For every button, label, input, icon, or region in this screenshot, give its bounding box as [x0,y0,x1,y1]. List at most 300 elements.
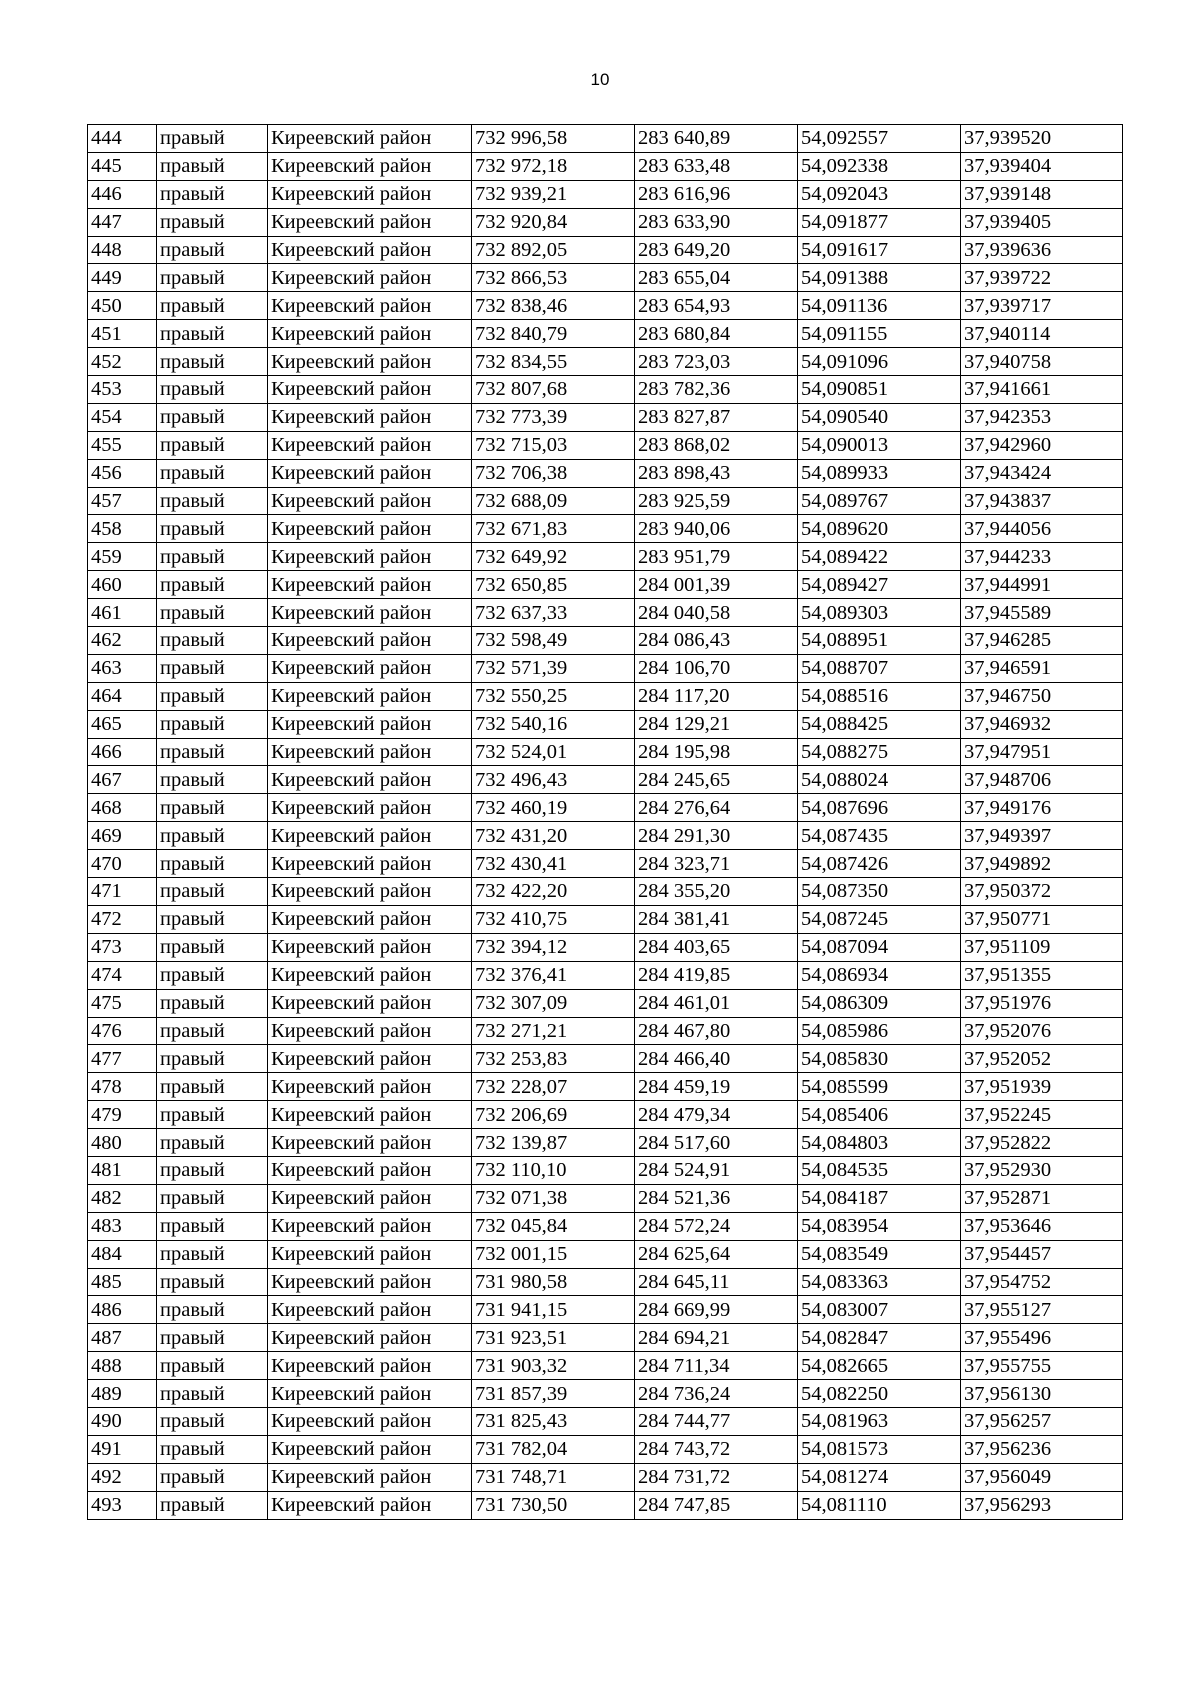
latitude-cell: 54,092043 [798,180,961,208]
point-number-cell: 492 [88,1463,157,1491]
latitude-cell: 54,089422 [798,543,961,571]
district-cell: Киреевский район [268,152,472,180]
bank-side-cell: правый [157,403,268,431]
latitude-cell: 54,082665 [798,1352,961,1380]
y-coordinate-cell: 284 195,98 [635,738,798,766]
longitude-cell: 37,950372 [961,878,1123,906]
x-coordinate-cell: 732 307,09 [472,989,635,1017]
latitude-cell: 54,088951 [798,627,961,655]
latitude-cell: 54,089767 [798,487,961,515]
x-coordinate-cell: 732 598,49 [472,627,635,655]
y-coordinate-cell: 283 940,06 [635,515,798,543]
district-cell: Киреевский район [268,1129,472,1157]
point-number-cell: 447 [88,208,157,236]
point-number-cell: 493 [88,1491,157,1519]
y-coordinate-cell: 284 524,91 [635,1156,798,1184]
x-coordinate-cell: 732 939,21 [472,180,635,208]
y-coordinate-cell: 284 744,77 [635,1407,798,1435]
table-row [88,180,1123,208]
district-cell: Киреевский район [268,264,472,292]
bank-side-cell: правый [157,878,268,906]
bank-side-cell: правый [157,710,268,738]
longitude-cell: 37,939722 [961,264,1123,292]
point-number-cell: 474 [88,961,157,989]
latitude-cell: 54,091617 [798,236,961,264]
y-coordinate-cell: 283 951,79 [635,543,798,571]
point-number-cell: 476 [88,1017,157,1045]
x-coordinate-cell: 732 110,10 [472,1156,635,1184]
point-number-cell: 444 [88,125,157,153]
y-coordinate-cell: 284 711,34 [635,1352,798,1380]
longitude-cell: 37,954752 [961,1268,1123,1296]
x-coordinate-cell: 731 748,71 [472,1463,635,1491]
bank-side-cell: правый [157,180,268,208]
point-number-cell: 475 [88,989,157,1017]
bank-side-cell: правый [157,1017,268,1045]
point-number-cell: 490 [88,1407,157,1435]
point-number-cell: 471 [88,878,157,906]
district-cell: Киреевский район [268,682,472,710]
x-coordinate-cell: 732 637,33 [472,599,635,627]
latitude-cell: 54,088516 [798,682,961,710]
bank-side-cell: правый [157,1156,268,1184]
point-number-cell: 448 [88,236,157,264]
table-row [88,208,1123,236]
y-coordinate-cell: 284 086,43 [635,627,798,655]
bank-side-cell: правый [157,933,268,961]
x-coordinate-cell: 732 431,20 [472,822,635,850]
table-row [88,1045,1123,1073]
table-row [88,431,1123,459]
x-coordinate-cell: 732 271,21 [472,1017,635,1045]
bank-side-cell: правый [157,989,268,1017]
y-coordinate-cell: 283 723,03 [635,348,798,376]
latitude-cell: 54,089427 [798,571,961,599]
bank-side-cell: правый [157,1073,268,1101]
latitude-cell: 54,082847 [798,1324,961,1352]
point-number-cell: 459 [88,543,157,571]
y-coordinate-cell: 283 680,84 [635,320,798,348]
x-coordinate-cell: 732 253,83 [472,1045,635,1073]
latitude-cell: 54,081110 [798,1491,961,1519]
point-number-cell: 478 [88,1073,157,1101]
bank-side-cell: правый [157,738,268,766]
x-coordinate-cell: 732 206,69 [472,1101,635,1129]
district-cell: Киреевский район [268,1268,472,1296]
y-coordinate-cell: 283 655,04 [635,264,798,292]
district-cell: Киреевский район [268,1380,472,1408]
table-row [88,627,1123,655]
district-cell: Киреевский район [268,236,472,264]
point-number-cell: 481 [88,1156,157,1184]
longitude-cell: 37,948706 [961,766,1123,794]
x-coordinate-cell: 732 139,87 [472,1129,635,1157]
bank-side-cell: правый [157,125,268,153]
bank-side-cell: правый [157,1045,268,1073]
table-row [88,1212,1123,1240]
latitude-cell: 54,091096 [798,348,961,376]
district-cell: Киреевский район [268,292,472,320]
longitude-cell: 37,955496 [961,1324,1123,1352]
latitude-cell: 54,081963 [798,1407,961,1435]
point-number-cell: 460 [88,571,157,599]
longitude-cell: 37,946285 [961,627,1123,655]
y-coordinate-cell: 284 645,11 [635,1268,798,1296]
y-coordinate-cell: 284 517,60 [635,1129,798,1157]
y-coordinate-cell: 284 276,64 [635,794,798,822]
table-row [88,766,1123,794]
longitude-cell: 37,951976 [961,989,1123,1017]
latitude-cell: 54,085830 [798,1045,961,1073]
district-cell: Киреевский район [268,431,472,459]
x-coordinate-cell: 732 571,39 [472,654,635,682]
longitude-cell: 37,954457 [961,1240,1123,1268]
table-row [88,487,1123,515]
latitude-cell: 54,088425 [798,710,961,738]
longitude-cell: 37,946932 [961,710,1123,738]
table-row [88,1017,1123,1045]
bank-side-cell: правый [157,1268,268,1296]
longitude-cell: 37,941661 [961,376,1123,404]
longitude-cell: 37,952871 [961,1184,1123,1212]
coordinates-table-body [88,125,1123,1520]
x-coordinate-cell: 732 422,20 [472,878,635,906]
district-cell: Киреевский район [268,961,472,989]
bank-side-cell: правый [157,152,268,180]
x-coordinate-cell: 732 376,41 [472,961,635,989]
longitude-cell: 37,955127 [961,1296,1123,1324]
x-coordinate-cell: 732 524,01 [472,738,635,766]
latitude-cell: 54,084187 [798,1184,961,1212]
y-coordinate-cell: 284 403,65 [635,933,798,961]
latitude-cell: 54,088024 [798,766,961,794]
bank-side-cell: правый [157,766,268,794]
longitude-cell: 37,952076 [961,1017,1123,1045]
y-coordinate-cell: 284 381,41 [635,905,798,933]
y-coordinate-cell: 283 898,43 [635,459,798,487]
y-coordinate-cell: 283 640,89 [635,125,798,153]
district-cell: Киреевский район [268,1212,472,1240]
x-coordinate-cell: 732 540,16 [472,710,635,738]
bank-side-cell: правый [157,1491,268,1519]
table-row [88,376,1123,404]
bank-side-cell: правый [157,236,268,264]
table-row [88,1380,1123,1408]
bank-side-cell: правый [157,571,268,599]
district-cell: Киреевский район [268,515,472,543]
table-row [88,1324,1123,1352]
district-cell: Киреевский район [268,487,472,515]
longitude-cell: 37,956293 [961,1491,1123,1519]
bank-side-cell: правый [157,627,268,655]
bank-side-cell: правый [157,348,268,376]
bank-side-cell: правый [157,850,268,878]
longitude-cell: 37,939636 [961,236,1123,264]
longitude-cell: 37,939404 [961,152,1123,180]
district-cell: Киреевский район [268,1296,472,1324]
district-cell: Киреевский район [268,571,472,599]
y-coordinate-cell: 284 731,72 [635,1463,798,1491]
latitude-cell: 54,090540 [798,403,961,431]
latitude-cell: 54,092338 [798,152,961,180]
table-row [88,933,1123,961]
x-coordinate-cell: 732 650,85 [472,571,635,599]
latitude-cell: 54,088275 [798,738,961,766]
point-number-cell: 445 [88,152,157,180]
latitude-cell: 54,087426 [798,850,961,878]
table-row [88,348,1123,376]
point-number-cell: 465 [88,710,157,738]
point-number-cell: 457 [88,487,157,515]
latitude-cell: 54,084803 [798,1129,961,1157]
bank-side-cell: правый [157,822,268,850]
district-cell: Киреевский район [268,180,472,208]
x-coordinate-cell: 732 688,09 [472,487,635,515]
latitude-cell: 54,090851 [798,376,961,404]
table-row [88,682,1123,710]
table-row [88,1352,1123,1380]
bank-side-cell: правый [157,1212,268,1240]
table-row [88,878,1123,906]
district-cell: Киреевский район [268,1324,472,1352]
longitude-cell: 37,949892 [961,850,1123,878]
point-number-cell: 450 [88,292,157,320]
point-number-cell: 456 [88,459,157,487]
latitude-cell: 54,083549 [798,1240,961,1268]
district-cell: Киреевский район [268,1156,472,1184]
bank-side-cell: правый [157,1380,268,1408]
district-cell: Киреевский район [268,654,472,682]
latitude-cell: 54,083954 [798,1212,961,1240]
district-cell: Киреевский район [268,348,472,376]
table-row [88,320,1123,348]
latitude-cell: 54,091155 [798,320,961,348]
bank-side-cell: правый [157,487,268,515]
table-row [88,905,1123,933]
y-coordinate-cell: 284 743,72 [635,1435,798,1463]
y-coordinate-cell: 283 633,48 [635,152,798,180]
district-cell: Киреевский район [268,1352,472,1380]
y-coordinate-cell: 284 245,65 [635,766,798,794]
y-coordinate-cell: 284 419,85 [635,961,798,989]
table-row [88,152,1123,180]
point-number-cell: 463 [88,654,157,682]
x-coordinate-cell: 732 706,38 [472,459,635,487]
bank-side-cell: правый [157,1184,268,1212]
table-row [88,822,1123,850]
table-row [88,961,1123,989]
table-row [88,710,1123,738]
x-coordinate-cell: 731 825,43 [472,1407,635,1435]
latitude-cell: 54,087435 [798,822,961,850]
latitude-cell: 54,087094 [798,933,961,961]
bank-side-cell: правый [157,654,268,682]
bank-side-cell: правый [157,1240,268,1268]
latitude-cell: 54,091136 [798,292,961,320]
latitude-cell: 54,087245 [798,905,961,933]
point-number-cell: 477 [88,1045,157,1073]
x-coordinate-cell: 731 782,04 [472,1435,635,1463]
longitude-cell: 37,945589 [961,599,1123,627]
x-coordinate-cell: 732 834,55 [472,348,635,376]
district-cell: Киреевский район [268,543,472,571]
district-cell: Киреевский район [268,878,472,906]
latitude-cell: 54,089620 [798,515,961,543]
longitude-cell: 37,949397 [961,822,1123,850]
latitude-cell: 54,083363 [798,1268,961,1296]
x-coordinate-cell: 732 866,53 [472,264,635,292]
longitude-cell: 37,949176 [961,794,1123,822]
x-coordinate-cell: 732 496,43 [472,766,635,794]
bank-side-cell: правый [157,1296,268,1324]
district-cell: Киреевский район [268,599,472,627]
y-coordinate-cell: 284 669,99 [635,1296,798,1324]
district-cell: Киреевский район [268,1463,472,1491]
table-row [88,654,1123,682]
district-cell: Киреевский район [268,850,472,878]
longitude-cell: 37,947951 [961,738,1123,766]
latitude-cell: 54,089933 [798,459,961,487]
table-row [88,264,1123,292]
longitude-cell: 37,952930 [961,1156,1123,1184]
page-number: 10 [590,70,610,89]
point-number-cell: 453 [88,376,157,404]
district-cell: Киреевский район [268,627,472,655]
point-number-cell: 488 [88,1352,157,1380]
latitude-cell: 54,091388 [798,264,961,292]
coordinates-table [87,124,1123,1520]
latitude-cell: 54,091877 [798,208,961,236]
x-coordinate-cell: 732 394,12 [472,933,635,961]
table-row [88,459,1123,487]
x-coordinate-cell: 732 807,68 [472,376,635,404]
x-coordinate-cell: 732 228,07 [472,1073,635,1101]
table-row [88,403,1123,431]
x-coordinate-cell: 731 730,50 [472,1491,635,1519]
table-row [88,236,1123,264]
table-row [88,125,1123,153]
table-row [88,543,1123,571]
y-coordinate-cell: 283 925,59 [635,487,798,515]
table-row [88,1240,1123,1268]
district-cell: Киреевский район [268,989,472,1017]
x-coordinate-cell: 732 773,39 [472,403,635,431]
point-number-cell: 480 [88,1129,157,1157]
bank-side-cell: правый [157,1435,268,1463]
bank-side-cell: правый [157,961,268,989]
y-coordinate-cell: 284 001,39 [635,571,798,599]
y-coordinate-cell: 284 461,01 [635,989,798,1017]
latitude-cell: 54,085599 [798,1073,961,1101]
x-coordinate-cell: 732 715,03 [472,431,635,459]
y-coordinate-cell: 283 616,96 [635,180,798,208]
bank-side-cell: правый [157,292,268,320]
x-coordinate-cell: 732 001,15 [472,1240,635,1268]
district-cell: Киреевский район [268,1435,472,1463]
point-number-cell: 452 [88,348,157,376]
point-number-cell: 458 [88,515,157,543]
y-coordinate-cell: 284 117,20 [635,682,798,710]
table-row [88,1184,1123,1212]
point-number-cell: 468 [88,794,157,822]
bank-side-cell: правый [157,459,268,487]
point-number-cell: 472 [88,905,157,933]
latitude-cell: 54,082250 [798,1380,961,1408]
latitude-cell: 54,084535 [798,1156,961,1184]
latitude-cell: 54,092557 [798,125,961,153]
latitude-cell: 54,081573 [798,1435,961,1463]
longitude-cell: 37,946750 [961,682,1123,710]
longitude-cell: 37,951355 [961,961,1123,989]
point-number-cell: 462 [88,627,157,655]
x-coordinate-cell: 732 071,38 [472,1184,635,1212]
y-coordinate-cell: 284 625,64 [635,1240,798,1268]
bank-side-cell: правый [157,208,268,236]
latitude-cell: 54,085406 [798,1101,961,1129]
table-row [88,989,1123,1017]
table-row [88,1463,1123,1491]
y-coordinate-cell: 284 040,58 [635,599,798,627]
longitude-cell: 37,956130 [961,1380,1123,1408]
district-cell: Киреевский район [268,794,472,822]
point-number-cell: 464 [88,682,157,710]
longitude-cell: 37,940114 [961,320,1123,348]
longitude-cell: 37,956236 [961,1435,1123,1463]
district-cell: Киреевский район [268,710,472,738]
latitude-cell: 54,086309 [798,989,961,1017]
district-cell: Киреевский район [268,208,472,236]
bank-side-cell: правый [157,320,268,348]
x-coordinate-cell: 732 920,84 [472,208,635,236]
point-number-cell: 461 [88,599,157,627]
bank-side-cell: правый [157,1129,268,1157]
y-coordinate-cell: 284 572,24 [635,1212,798,1240]
point-number-cell: 467 [88,766,157,794]
y-coordinate-cell: 283 827,87 [635,403,798,431]
bank-side-cell: правый [157,1407,268,1435]
longitude-cell: 37,940758 [961,348,1123,376]
point-number-cell: 491 [88,1435,157,1463]
longitude-cell: 37,939717 [961,292,1123,320]
bank-side-cell: правый [157,264,268,292]
table-row [88,1435,1123,1463]
y-coordinate-cell: 284 694,21 [635,1324,798,1352]
longitude-cell: 37,942353 [961,403,1123,431]
latitude-cell: 54,090013 [798,431,961,459]
district-cell: Киреевский район [268,766,472,794]
y-coordinate-cell: 284 355,20 [635,878,798,906]
x-coordinate-cell: 732 892,05 [472,236,635,264]
longitude-cell: 37,944991 [961,571,1123,599]
longitude-cell: 37,943424 [961,459,1123,487]
point-number-cell: 482 [88,1184,157,1212]
y-coordinate-cell: 283 654,93 [635,292,798,320]
x-coordinate-cell: 732 410,75 [472,905,635,933]
y-coordinate-cell: 284 106,70 [635,654,798,682]
longitude-cell: 37,956049 [961,1463,1123,1491]
longitude-cell: 37,953646 [961,1212,1123,1240]
point-number-cell: 466 [88,738,157,766]
x-coordinate-cell: 732 838,46 [472,292,635,320]
table-row [88,599,1123,627]
point-number-cell: 484 [88,1240,157,1268]
district-cell: Киреевский район [268,459,472,487]
y-coordinate-cell: 284 747,85 [635,1491,798,1519]
x-coordinate-cell: 732 972,18 [472,152,635,180]
y-coordinate-cell: 284 323,71 [635,850,798,878]
x-coordinate-cell: 732 671,83 [472,515,635,543]
longitude-cell: 37,950771 [961,905,1123,933]
